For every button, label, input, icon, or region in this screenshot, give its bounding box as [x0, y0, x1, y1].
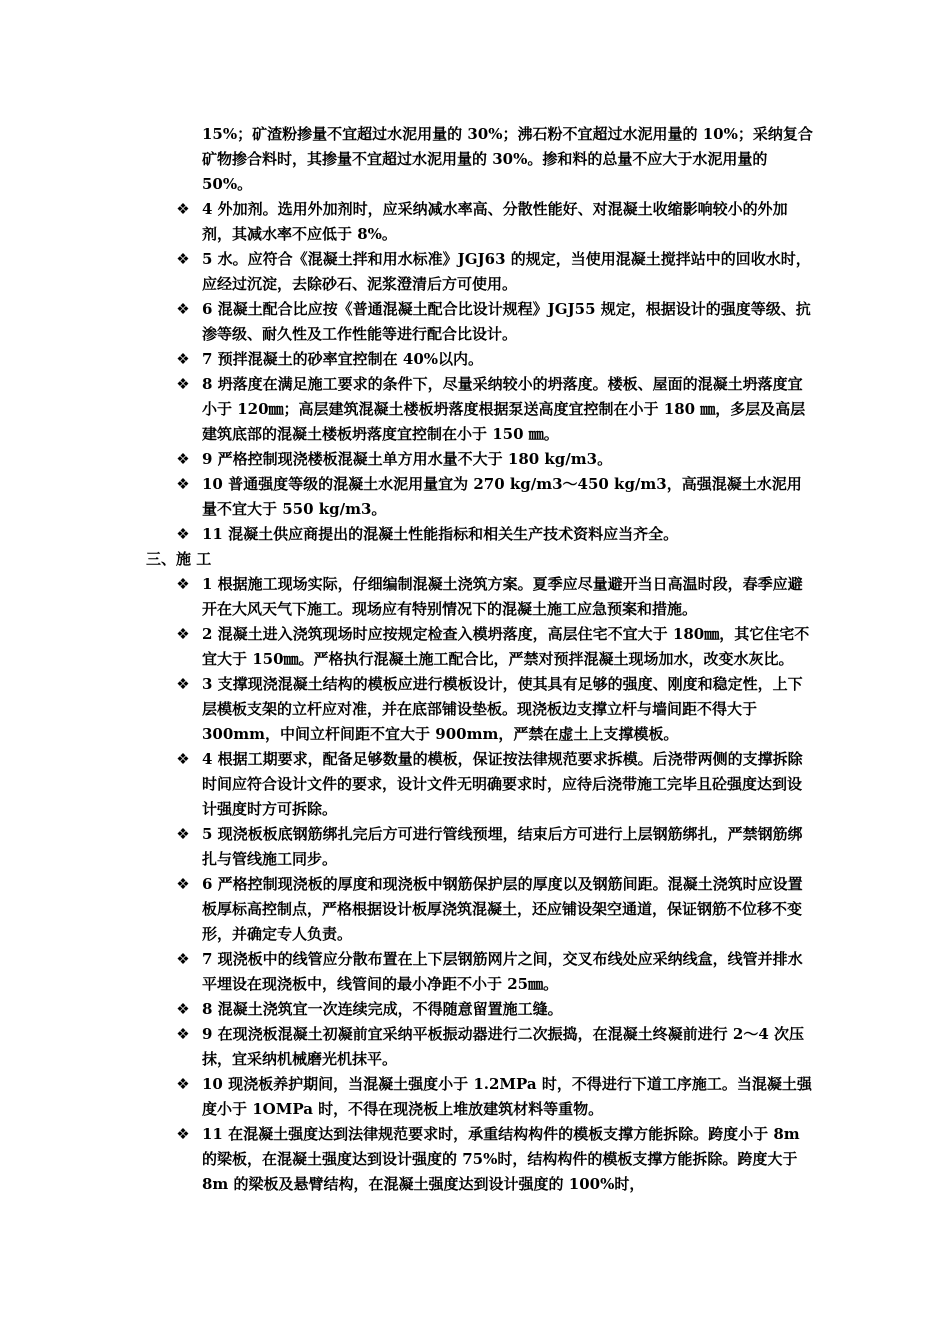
diamond-bullet-icon: ❖ — [176, 1025, 190, 1043]
list-item — [170, 1122, 815, 1197]
list-item-text: 7 现浇板中的线管应分散布置在上下层钢筋网片之间，交叉布线处应采纳线盒，线管并排水平埋设在现浇板中，线管间的最小净距不小于 25㎜。 — [202, 950, 803, 993]
diamond-bullet-icon: ❖ — [176, 300, 190, 318]
list-item-text: 9 严格控制现浇楼板混凝土单方用水量不大于 180 kg/m3。 — [202, 450, 613, 468]
list-item-text: 5 水。应符合《混凝土拌和用水标准》JGJ63 的规定，当使用混凝土搅拌站中的回收水时，应经过沉淀，去除砂石、泥浆澄清后方可使用。 — [202, 250, 811, 293]
list-item — [170, 622, 815, 672]
list-item — [170, 822, 815, 872]
continuation-paragraph: 15%；矿渣粉掺量不宜超过水泥用量的 30%；沸石粉不宜超过水泥用量的 10%；采纳复合矿物掺合料时，其掺量不宜超过水泥用量的 30%。掺和料的总量不应大于水泥用量的 50%。 — [202, 125, 813, 193]
list-item — [170, 247, 815, 297]
diamond-bullet-icon: ❖ — [176, 675, 190, 693]
construction-list — [170, 572, 815, 1197]
diamond-bullet-icon: ❖ — [176, 375, 190, 393]
list-item — [170, 372, 815, 447]
list-item-text: 7 预拌混凝土的砂率宜控制在 40%以内。 — [202, 350, 484, 368]
list-item — [170, 297, 815, 347]
list-item-text: 5 现浇板板底钢筋绑扎完后方可进行管线预埋，结束后方可进行上层钢筋绑扎，严禁钢筋绑扎与管线施工同步。 — [202, 825, 803, 868]
list-item-text: 11 在混凝土强度达到法律规范要求时，承重结构构件的模板支撑方能拆除。跨度小于 8m 的梁板，在混凝土强度达到设计强度的 75%时，结构构件的模板支撑方能拆除。跨度大于 8m 的梁板及悬臂结构，在混凝土强度达到设计强度的 100%时， — [202, 1125, 800, 1193]
list-item-text: 3 支撑现浇混凝土结构的模板应进行模板设计，使其具有足够的强度、刚度和稳定性，上下层模板支架的立杆应对准，并在底部铺设垫板。现浇板边支撑立杆与墙间距不得大于 300mm，中间立杆间距不宜大于 900mm，严禁在虚土上支撑模板。 — [202, 675, 803, 743]
diamond-bullet-icon: ❖ — [176, 250, 190, 268]
list-item — [170, 1022, 815, 1072]
diamond-bullet-icon: ❖ — [176, 1075, 190, 1093]
list-item — [170, 947, 815, 997]
diamond-bullet-icon: ❖ — [176, 350, 190, 368]
list-item — [170, 197, 815, 247]
list-item — [170, 447, 815, 472]
list-item-text: 6 混凝土配合比应按《普通混凝土配合比设计规程》JGJ55 规定，根据设计的强度等级、抗渗等级、耐久性及工作性能等进行配合比设计。 — [202, 300, 811, 343]
diamond-bullet-icon: ❖ — [176, 575, 190, 593]
list-item — [170, 997, 815, 1022]
list-item — [170, 1072, 815, 1122]
list-item-text: 4 根据工期要求，配备足够数量的模板，保证按法律规范要求拆模。后浇带两侧的支撑拆除时间应符合设计文件的要求，设计文件无明确要求时，应待后浇带施工完毕且砼强度达到设计强度时方可拆除。 — [202, 750, 803, 818]
list-item-text: 8 混凝土浇筑宜一次连续完成，不得随意留置施工缝。 — [202, 1000, 563, 1018]
list-item — [170, 747, 815, 822]
diamond-bullet-icon: ❖ — [176, 625, 190, 643]
list-item — [170, 872, 815, 947]
diamond-bullet-icon: ❖ — [176, 1000, 190, 1018]
list-item-text: 8 坍落度在满足施工要求的条件下，尽量采纳较小的坍落度。楼板、屋面的混凝土坍落度宜小于 120㎜；高层建筑混凝土楼板坍落度根据泵送高度宜控制在小于 180 ㎜，多层及高层建筑底部的混凝土楼板坍落度宜控制在小于 150 ㎜。 — [202, 375, 806, 443]
list-item — [170, 522, 815, 547]
list-item — [170, 572, 815, 622]
list-item-text: 6 严格控制现浇板的厚度和现浇板中钢筋保护层的厚度以及钢筋间距。混凝土浇筑时应设置板厚标高控制点，严格根据设计板厚浇筑混凝土，还应铺设架空通道，保证钢筋不位移不变形，并确定专人负责。 — [202, 875, 803, 943]
diamond-bullet-icon: ❖ — [176, 200, 190, 218]
list-item — [170, 347, 815, 372]
materials-list — [170, 197, 815, 547]
list-item-text: 9 在现浇板混凝土初凝前宜采纳平板振动器进行二次振捣，在混凝土终凝前进行 2～4 次压抹，宜采纳机械磨光机抹平。 — [202, 1025, 804, 1068]
diamond-bullet-icon: ❖ — [176, 475, 190, 493]
list-item-text: 10 普通强度等级的混凝土水泥用量宜为 270 kg/m3～450 kg/m3，高强混凝土水泥用量不宜大于 550 kg/m3。 — [202, 475, 802, 518]
list-item — [170, 472, 815, 522]
section-heading: 三、施 工 — [146, 550, 212, 568]
list-item-text: 4 外加剂。选用外加剂时，应采纳减水率高、分散性能好、对混凝土收缩影响较小的外加剂，其减水率不应低于 8%。 — [202, 200, 788, 243]
diamond-bullet-icon: ❖ — [176, 525, 190, 543]
list-item-text: 2 混凝土进入浇筑现场时应按规定检查入模坍落度，高层住宅不宜大于 180㎜，其它住宅不宜大于 150㎜。严格执行混凝土施工配合比，严禁对预拌混凝土现场加水，改变水灰比。 — [202, 625, 810, 668]
diamond-bullet-icon: ❖ — [176, 825, 190, 843]
diamond-bullet-icon: ❖ — [176, 875, 190, 893]
diamond-bullet-icon: ❖ — [176, 950, 190, 968]
list-item — [170, 672, 815, 747]
list-item-text: 11 混凝土供应商提出的混凝土性能指标和相关生产技术资料应当齐全。 — [202, 525, 679, 543]
list-item-text: 1 根据施工现场实际，仔细编制混凝土浇筑方案。夏季应尽量避开当日高温时段，春季应避开在大风天气下施工。现场应有特别情况下的混凝土施工应急预案和措施。 — [202, 575, 803, 618]
diamond-bullet-icon: ❖ — [176, 1125, 190, 1143]
diamond-bullet-icon: ❖ — [176, 750, 190, 768]
list-item-text: 10 现浇板养护期间，当混凝土强度小于 1.2MPa 时，不得进行下道工序施工。当混凝土强度小于 1OMPa 时，不得在现浇板上堆放建筑材料等重物。 — [202, 1075, 812, 1118]
diamond-bullet-icon: ❖ — [176, 450, 190, 468]
